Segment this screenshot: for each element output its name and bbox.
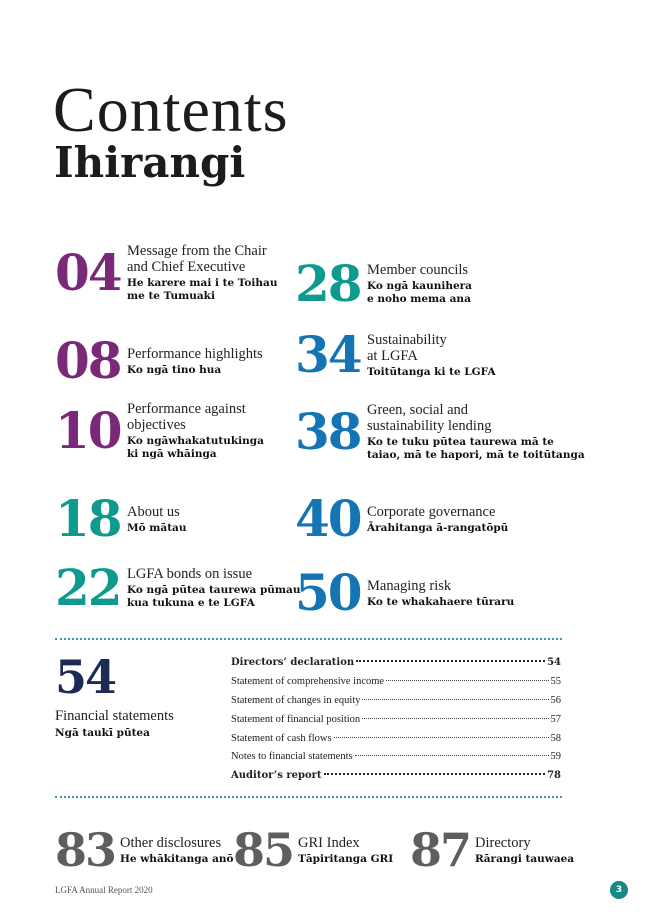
entry-maori-line1: Ko ngāwhakatutukinga [127,435,264,447]
entry-number: 04 [55,243,121,302]
entry-maori-line2: me te Tumuaki [127,290,215,302]
entry-number: 50 [295,563,361,622]
entry-maori-line1: Ko ngā kaunihera [367,280,472,292]
entry-title-line2: at LGFA [367,347,418,364]
toc-entry-bonds[interactable] [55,558,301,617]
toc-link-label: Statement of changes in equity [231,694,361,706]
financial-number: 54 [55,650,116,704]
entry-title-line1: Member councils [367,262,469,278]
toc-link-label: Notes to financial statements [231,751,353,763]
dot-leader [356,660,545,662]
toc-page-number: 54 [547,657,561,668]
entry-title-line1: Green, social and [367,402,469,418]
toc-entry-directory[interactable] [410,823,575,877]
toc-link-directors-declaration[interactable] [231,657,561,676]
financial-toc-list [231,657,561,789]
dot-leader [386,680,548,681]
entry-title-line2: objectives [127,417,186,433]
toc-link-notes[interactable] [231,751,561,770]
entry-maori-line1: He whākitanga anō [120,852,234,865]
toc-link-auditors-report[interactable] [231,770,561,789]
toc-entry-managing-risk[interactable] [295,563,515,622]
entry-number: 10 [55,401,121,460]
financial-title: Financial statements [55,708,174,724]
entry-maori-line2: ki ngā whāinga [127,448,217,460]
entry-maori-line1: Tāpiritanga GRI [298,852,394,865]
entry-maori-line1: He karere mai i te Toihau [127,277,278,289]
toc-entry-gri-index[interactable] [233,823,394,877]
entry-number: 22 [55,558,121,617]
entry-maori-line1: Rārangi tauwaea [475,852,575,865]
toc-page-number: 57 [550,713,561,725]
entry-title-line1: Message from the Chair [127,243,267,259]
entry-title-line1: Other disclosures [120,834,222,851]
toc-page-number: 56 [550,694,561,706]
entry-maori-line2: kua tukuna e te LGFA [127,597,255,609]
page-subtitle: Ihirangi [54,138,246,187]
toc-entry-message[interactable] [55,243,277,303]
entry-title-line1: Corporate governance [367,503,496,520]
dot-leader [334,737,549,738]
toc-link-label: Statement of financial position [231,713,361,725]
entry-maori-line1: Mō mātau [127,521,187,534]
dot-leader [355,755,549,756]
toc-page-number: 55 [550,675,561,687]
toc-page-number: 78 [547,770,561,782]
toc-page-number: 58 [550,732,561,744]
toc-link-changes-equity[interactable] [231,695,561,714]
entry-title-line1: Sustainability [367,331,447,348]
toc-entry-governance[interactable] [295,489,509,548]
page-title: Contents [53,74,289,145]
toc-link-label: Directors’ declaration [231,657,355,668]
entry-title-line2: sustainability lending [367,418,492,434]
toc-link-label: Statement of cash flows [231,732,332,744]
entry-number: 83 [55,823,116,877]
footer-text: LGFA Annual Report 2020 [55,885,153,895]
entry-number: 85 [233,823,294,877]
entry-title-line2: and Chief Executive [127,259,246,275]
page-number-badge: 3 [610,881,628,899]
financial-maori-title: Ngā taukī pūtea [55,727,150,739]
toc-entry-other-disclosures[interactable] [55,823,234,877]
entry-maori-line2: taiao, mā te hapori, mā te toitūtanga [367,449,585,461]
entry-title-line1: GRI Index [298,834,360,851]
entry-title-line1: LGFA bonds on issue [127,566,253,582]
entry-number: 34 [295,325,361,384]
toc-entry-green-lending[interactable] [295,402,585,462]
entry-maori-line1: Ko te whakahaere tūraru [367,595,515,608]
entry-maori-line1: Toitūtanga ki te LGFA [367,365,496,378]
entry-title-line1: Managing risk [367,577,452,594]
divider-top [55,638,562,640]
dot-leader [324,773,546,775]
entry-title-line1: Performance against [127,401,246,417]
entry-maori-line1: Ko ngā tino hua [127,363,222,376]
entry-title-line1: Directory [475,834,531,851]
toc-link-cash-flows[interactable] [231,733,561,752]
toc-link-comprehensive-income[interactable] [231,676,561,695]
toc-link-label: Auditor’s report [231,770,322,782]
toc-entry-member-councils[interactable] [295,254,472,313]
entry-maori-line2: e noho mema ana [367,293,471,305]
entry-maori-line1: Ko ngā pūtea taurewa pūmau [127,584,301,596]
dot-leader [362,718,548,719]
dot-leader [362,699,548,700]
divider-bottom [55,796,562,798]
toc-link-label: Statement of comprehensive income [231,675,385,687]
entry-maori-line1: Ko te tuku pūtea taurewa mā te [367,436,554,448]
entry-number: 87 [410,823,471,877]
entry-number: 08 [55,331,121,390]
entry-number: 38 [295,402,361,461]
entry-title-line1: Performance highlights [127,345,263,362]
entry-number: 40 [295,489,361,548]
toc-page-number: 59 [550,751,561,763]
entry-number: 18 [55,489,121,548]
toc-entry-performance-highlights[interactable] [55,331,263,390]
entry-maori-line1: Ārahitanga ā-rangatōpū [367,521,509,534]
toc-entry-sustainability[interactable] [295,325,496,384]
toc-entry-about-us[interactable] [55,489,187,548]
toc-entry-performance-objectives[interactable] [55,401,264,461]
entry-number: 28 [295,254,361,313]
entry-title-line1: About us [127,503,180,520]
toc-link-financial-position[interactable] [231,714,561,733]
